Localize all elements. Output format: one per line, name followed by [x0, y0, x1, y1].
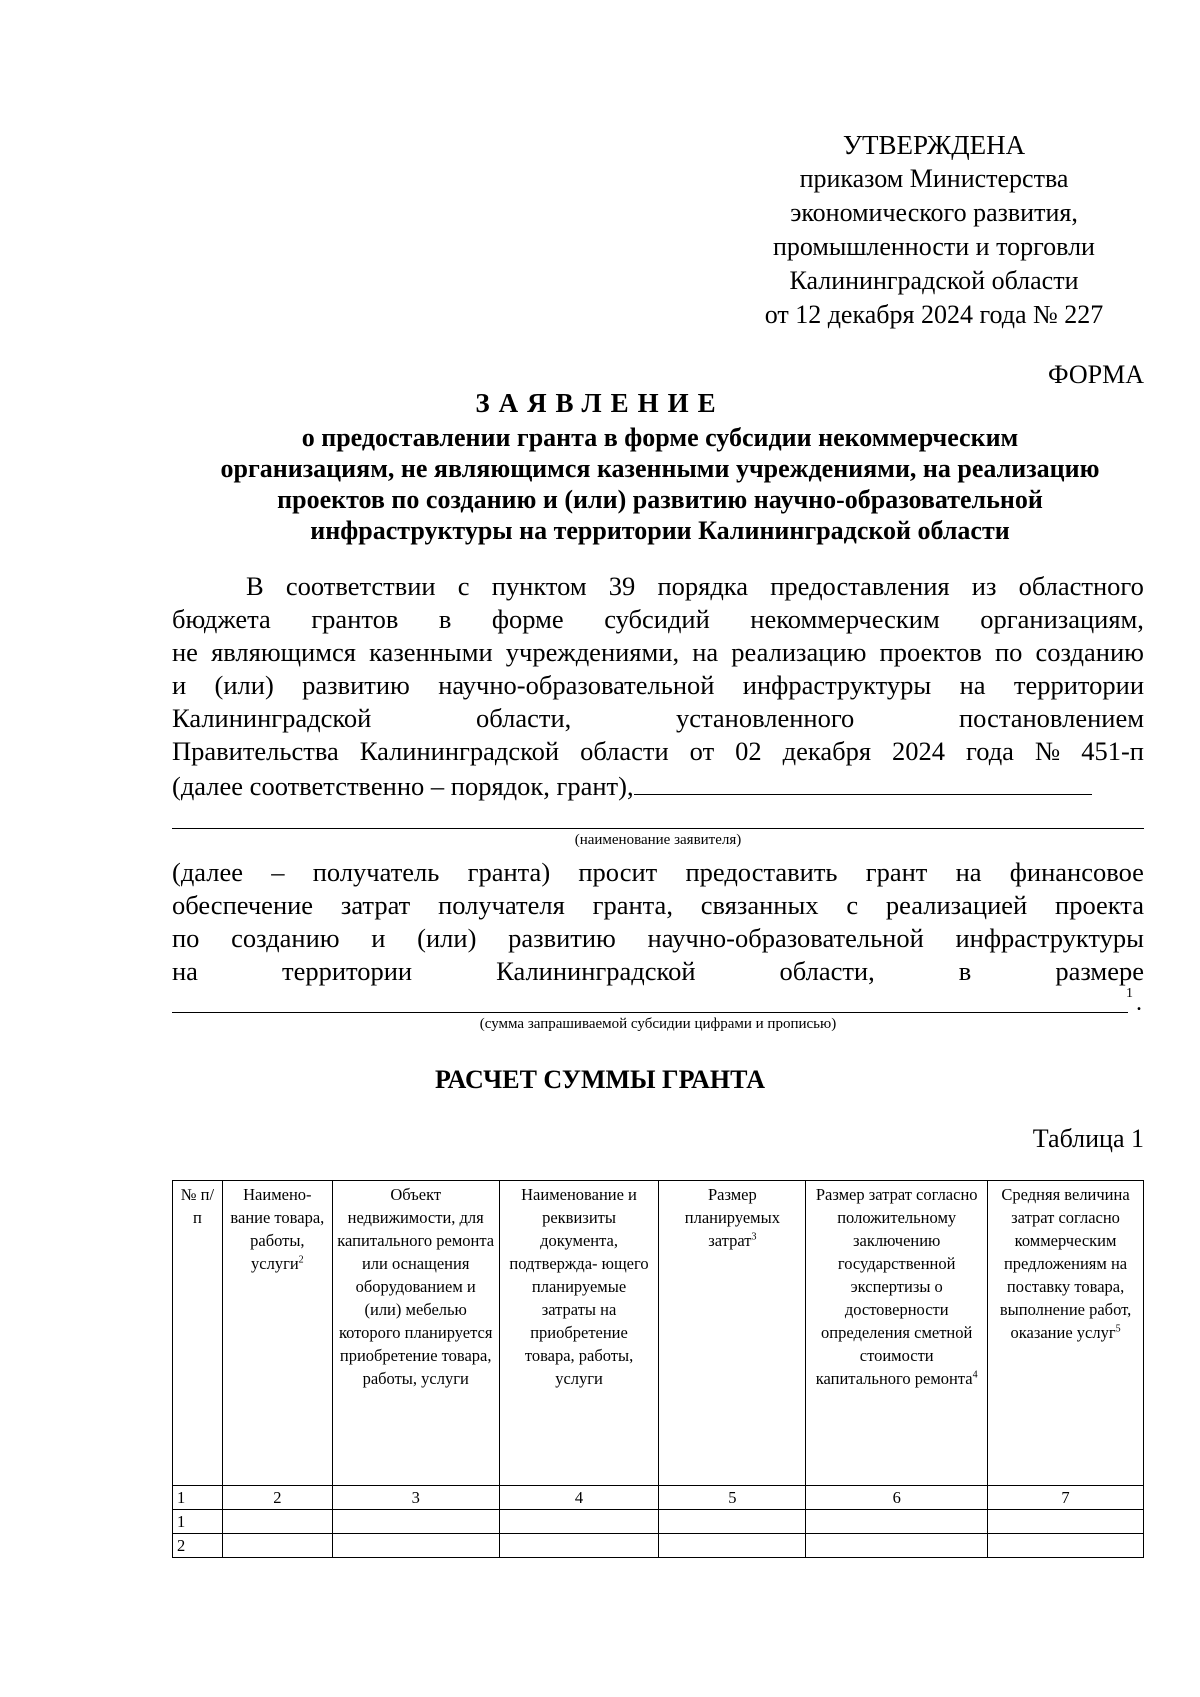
applicant-name-field[interactable] [634, 768, 1092, 795]
word: территории [281, 956, 413, 986]
word: проектов [879, 637, 982, 667]
word: постановлением [958, 703, 1144, 733]
table-cell[interactable] [499, 1510, 659, 1534]
word: реализацией [885, 890, 1028, 920]
word: Правительства [172, 736, 339, 766]
word: затрат [340, 890, 411, 920]
applicant-caption: (наименование заявителя) [574, 832, 742, 848]
para-line [172, 603, 1144, 636]
word: научно-образовательной [438, 670, 715, 700]
word: Калининградской [359, 736, 560, 766]
word: на [172, 956, 198, 986]
word: предоставить [685, 857, 838, 887]
column-number: 7 [988, 1486, 1144, 1510]
table-header-cell: Размер планируемых затрат$^3$ [659, 1181, 806, 1486]
applicant-name-line[interactable] [172, 828, 1144, 829]
word: гранта) [467, 857, 551, 887]
column-number: 5 [659, 1486, 806, 1510]
approval-line: промышленности и торговли [773, 232, 1095, 261]
word: областного [1018, 571, 1144, 601]
table-cell[interactable] [222, 1534, 332, 1558]
table-cell[interactable] [988, 1534, 1144, 1558]
para-line [172, 636, 1144, 669]
paragraph-intro [172, 570, 1144, 801]
section-heading: РАСЧЕТ СУММЫ ГРАНТА [435, 1065, 765, 1094]
word: учреждениями, [505, 637, 680, 667]
word: пунктом [491, 571, 587, 601]
table-header-cell: Наименование и реквизиты документа, подтвержда- ющего планируемые затраты на приобретение товара, работы, услуги [499, 1181, 659, 1486]
document-title: ЗАЯВЛЕНИЕ [475, 388, 725, 418]
word: по [172, 923, 200, 953]
subtitle-line: организациям, не являющимся казенными учреждениями, на реализацию [220, 454, 1100, 483]
word: 2024 [892, 736, 946, 766]
document-subtitle [160, 422, 1160, 546]
table-cell[interactable] [499, 1534, 659, 1558]
word: и [172, 670, 187, 700]
table-column-number-row [173, 1486, 1144, 1510]
table-cell[interactable] [806, 1534, 988, 1558]
word: установленного [675, 703, 855, 733]
word: Калининградской [496, 956, 696, 986]
word: года [966, 736, 1014, 766]
word: № [1034, 736, 1061, 766]
para-line [172, 570, 1144, 603]
word: просит [578, 857, 658, 887]
table-cell[interactable] [659, 1534, 806, 1558]
word: в [438, 604, 452, 634]
word: научно-образовательной [647, 923, 924, 953]
grant-calculation-table [172, 1180, 1144, 1558]
word: развитию [302, 670, 410, 700]
word: 02 [735, 736, 762, 766]
word: на [959, 670, 986, 700]
subtitle-line: проектов по созданию и (или) развитию научно-образовательной [277, 485, 1043, 514]
column-number: 1 [173, 1486, 223, 1510]
subtitle-line: инфраструктуры на территории Калининградской области [310, 516, 1010, 545]
word: развитию [508, 923, 616, 953]
word: проекта [1055, 890, 1144, 920]
word: В [246, 571, 264, 601]
word: гранта, [592, 890, 673, 920]
word: обеспечение [172, 890, 314, 920]
approval-line: Калининградской области [789, 266, 1079, 295]
word: грантов [311, 604, 399, 634]
word: на [692, 637, 719, 667]
amount-line[interactable] [172, 1012, 1128, 1013]
paragraph-request [172, 856, 1144, 988]
word: субсидий [604, 604, 710, 634]
word: инфраструктуры [742, 670, 932, 700]
column-number: 6 [806, 1486, 988, 1510]
word: связанных [700, 890, 819, 920]
table-cell: 1 [173, 1510, 223, 1534]
column-number: 2 [222, 1486, 332, 1510]
word: организациям, [980, 604, 1144, 634]
column-number: 4 [499, 1486, 659, 1510]
para-line [172, 889, 1144, 922]
para-line [172, 955, 1144, 988]
subtitle-line: о предоставлении гранта в форме субсидии некоммерческим [301, 423, 1019, 452]
word: по [994, 637, 1023, 667]
form-label: ФОРМА [1048, 360, 1144, 389]
word: казенными [369, 637, 493, 667]
para-line [172, 702, 1144, 735]
word: 39 [608, 571, 636, 601]
word: инфраструктуры [955, 923, 1144, 953]
para-line [172, 856, 1144, 889]
word: бюджета [172, 604, 271, 634]
word: порядка [657, 571, 749, 601]
word: области [580, 736, 669, 766]
word: и [371, 923, 386, 953]
word: на [955, 857, 982, 887]
table-cell[interactable] [332, 1510, 499, 1534]
word: области, [476, 703, 572, 733]
word: получатель [312, 857, 440, 887]
table-header-cell: Размер затрат согласно положительному заключению государственной экспертизы о достоверности определения сметной стоимости капитального ремонта$^4$ [806, 1181, 988, 1486]
para-line [172, 735, 1144, 768]
word: форме [491, 604, 564, 634]
word: некоммерческим [750, 604, 940, 634]
word: с [846, 890, 859, 920]
word: территории [1013, 670, 1144, 700]
table-cell[interactable] [222, 1510, 332, 1534]
word: области, [779, 956, 875, 986]
word: Калининградской [172, 703, 372, 733]
period: . [1136, 990, 1142, 1016]
word: не [172, 637, 198, 667]
word: финансовое [1009, 857, 1144, 887]
column-number: 3 [332, 1486, 499, 1510]
word: 451-п [1081, 736, 1144, 766]
approval-line: приказом Министерства [799, 164, 1069, 193]
table-cell[interactable] [988, 1510, 1144, 1534]
word: получателя [438, 890, 565, 920]
para-line [172, 922, 1144, 955]
table-row [173, 1510, 1144, 1534]
table-cell: 2 [173, 1534, 223, 1558]
word: (или) [417, 923, 477, 953]
word: предоставления [770, 571, 950, 601]
para-text: (далее соответственно – порядок, грант), [172, 771, 634, 801]
table-label: Таблица 1 [1032, 1124, 1144, 1153]
para-line [172, 768, 1144, 801]
word: декабря [782, 736, 872, 766]
word: соответствии [285, 571, 436, 601]
word: размере [1055, 956, 1144, 986]
table-header-cell: Объект недвижимости, для капитального ремонта или оснащения оборудованием и (или) мебелью которого планируется приобретение товара, работы, услуги [332, 1181, 499, 1486]
approval-block [724, 128, 1144, 332]
word: – [271, 857, 285, 887]
word: (далее [172, 857, 244, 887]
word: грант [865, 857, 928, 887]
table-header-cell: Наимено- вание товара, работы, услуги$^2$ [222, 1181, 332, 1486]
word: из [971, 571, 997, 601]
word: созданию [231, 923, 340, 953]
word: от [689, 736, 715, 766]
table-cell[interactable] [332, 1534, 499, 1558]
approval-line: УТВЕРЖДЕНА [842, 130, 1026, 160]
word: (или) [214, 670, 274, 700]
para-line [172, 669, 1144, 702]
table-row [173, 1534, 1144, 1558]
word: являющимся [211, 637, 356, 667]
approval-line: экономического развития, [790, 198, 1078, 227]
approval-line: от 12 декабря 2024 года № 227 [764, 300, 1104, 329]
amount-caption: (сумма запрашиваемой субсидии цифрами и прописью) [479, 1016, 837, 1032]
footnote-mark: 1 [1126, 986, 1133, 1001]
word: реализацию [731, 637, 867, 667]
table-header-cell: № п/п [173, 1181, 223, 1486]
table-header-row [173, 1181, 1144, 1486]
word: с [457, 571, 470, 601]
table-cell[interactable] [806, 1510, 988, 1534]
word: созданию [1035, 637, 1144, 667]
table-cell[interactable] [659, 1510, 806, 1534]
table-header-cell: Средняя величина затрат согласно коммерческим предложениям на поставку товара, выполнение работ, оказание услуг$^5$ [988, 1181, 1144, 1486]
word: в [958, 956, 972, 986]
